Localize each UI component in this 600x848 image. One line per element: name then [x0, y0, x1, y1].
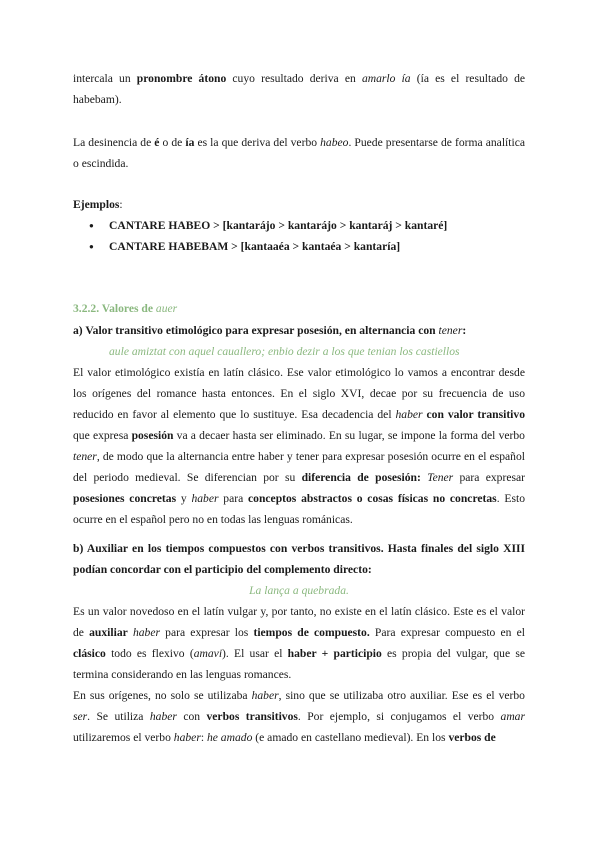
examples-label: Ejemplos: [73, 198, 123, 211]
text: La desinencia de [73, 136, 155, 149]
text: . Puede presentarse de forma analítica o escindida. [73, 136, 525, 170]
quote-b: La lança a quebrada. [249, 584, 349, 597]
examples-list [73, 215, 525, 257]
bold-text: é [154, 136, 160, 149]
section-term: auer [155, 302, 178, 315]
quote-a: aule amiztat con aquel cauallero; enbio dezir a los que tenian los castiellos [109, 345, 460, 358]
text: (ía es el resultado de habebam). [73, 72, 526, 106]
subheading-a: a) Valor transitivo etimológico para expresar posesión, en alternancia con tener: [73, 324, 467, 337]
subheading-b: b) Auxiliar en los tiempos compuestos con verbos transitivos. Hasta finales del siglo XIII podían concordar con el participio del complemento directo: [73, 542, 525, 576]
text: cuyo resultado deriva en [226, 72, 362, 85]
text: intercala un [73, 72, 137, 85]
italic-text: habeo [320, 136, 349, 149]
example-item: ● CANTARE HABEBAM > [kantaaéa > kantaéa > kantaría] [73, 236, 525, 257]
paragraph-valor-etimologico: El valor etimológico existía en latín clásico. Ese valor etimológico lo vamos a encontrar desde los orígenes del romance hasta entonces. En el siglo XVI, decae por su frecuencia de uso reducido en favor al elemento que lo sustituye. Esa decadencia del haber con valor transitivo que expresa posesión va a decaer hasta ser eliminado. En su lugar, se impone la forma del verbo tener, de modo que la alternancia entre haber y tener para expresar posesión ocurre en el español del periodo medieval. Se diferencian por su diferencia de posesión: Tener para expresar posesiones concretas y haber para conceptos abstractos o cosas físicas no concretas. Esto ocurre en el español pero no en todas las lenguas románicas. [73, 366, 525, 526]
bold-text: ía [185, 136, 195, 149]
paragraph-desinencia [73, 132, 525, 174]
paragraph-pronombre-atono [73, 68, 525, 110]
paragraph-auxiliar: Es un valor novedoso en el latín vulgar y, por tanto, no existe en el latín clásico. Este es el valor de auxiliar haber para expresar los tiempos de compuesto. Para expresar compuesto en el clásico todo es flexivo (amavi). El usar el haber + participio es propia del vulgar, que se termina considerando en las lenguas romances. [73, 605, 526, 681]
paragraph-origenes: En sus orígenes, no solo se utilizaba haber, sino que se utilizaba otro auxiliar. Ese es el verbo ser. Se utiliza haber con verbos transitivos. Por ejemplo, si conjugamos el verbo amar utilizaremos el verbo haber: he amado (e amado en castellano medieval). En los verbos de [73, 689, 525, 744]
text: o de [159, 136, 186, 149]
italic-text: amarlo ía [361, 72, 411, 85]
bold-text: pronombre átono [136, 72, 227, 85]
example-item: ● CANTARE HABEO > [kantarájo > kantarájo > kantaráj > kantaré] [73, 215, 525, 236]
text: es la que deriva del verbo [194, 136, 321, 149]
examples-block [73, 194, 525, 257]
section-heading: 3.2.2. Valores de auer [73, 302, 178, 315]
